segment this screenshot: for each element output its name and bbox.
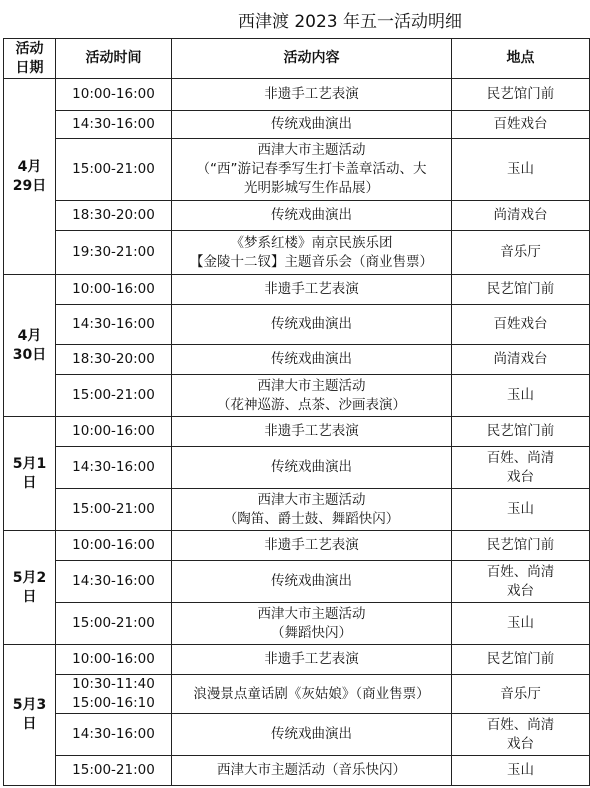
time-cell: 15:00-21:00 (56, 139, 172, 201)
content-cell: 传统戏曲演出 (172, 305, 452, 345)
date-cell: 5月3 日 (4, 645, 56, 786)
time-cell: 14:30-16:00 (56, 305, 172, 345)
place-cell: 百姓戏台 (452, 111, 590, 139)
content-cell: 《梦系红楼》南京民族乐团 【金陵十二钗】主题音乐会（商业售票） (172, 231, 452, 275)
table-row (4, 603, 590, 645)
schedule-table (3, 38, 590, 786)
table-row (4, 375, 590, 417)
place-cell: 玉山 (452, 603, 590, 645)
content-cell: 传统戏曲演出 (172, 447, 452, 489)
table-row (4, 531, 590, 561)
header-time: 活动时间 (56, 39, 172, 79)
table-row (4, 79, 590, 111)
time-cell: 15:00-21:00 (56, 375, 172, 417)
time-cell: 18:30-20:00 (56, 201, 172, 231)
place-cell: 百姓戏台 (452, 305, 590, 345)
place-cell: 玉山 (452, 139, 590, 201)
time-cell: 14:30-16:00 (56, 111, 172, 139)
table-row (4, 201, 590, 231)
table-row (4, 275, 590, 305)
time-cell: 14:30-16:00 (56, 714, 172, 756)
content-cell: 西津大市主题活动（音乐快闪） (172, 756, 452, 786)
content-cell: 非遗手工艺表演 (172, 417, 452, 447)
place-cell: 民艺馆门前 (452, 275, 590, 305)
content-cell: 非遗手工艺表演 (172, 645, 452, 675)
place-cell: 民艺馆门前 (452, 79, 590, 111)
table-row (4, 645, 590, 675)
table-row (4, 111, 590, 139)
content-cell: 传统戏曲演出 (172, 201, 452, 231)
time-cell: 19:30-21:00 (56, 231, 172, 275)
table-row (4, 447, 590, 489)
content-cell: 非遗手工艺表演 (172, 79, 452, 111)
table-row (4, 139, 590, 201)
table-row (4, 231, 590, 275)
content-cell: 传统戏曲演出 (172, 561, 452, 603)
content-cell: 非遗手工艺表演 (172, 531, 452, 561)
content-cell: 传统戏曲演出 (172, 111, 452, 139)
table-row (4, 714, 590, 756)
time-cell: 10:00-16:00 (56, 645, 172, 675)
table-row (4, 489, 590, 531)
place-cell: 百姓、尚清 戏台 (452, 561, 590, 603)
content-cell: 传统戏曲演出 (172, 714, 452, 756)
header-row (4, 39, 590, 79)
table-row (4, 561, 590, 603)
place-cell: 玉山 (452, 756, 590, 786)
date-cell: 4月 30日 (4, 275, 56, 417)
time-cell: 14:30-16:00 (56, 447, 172, 489)
place-cell: 玉山 (452, 489, 590, 531)
time-cell: 10:00-16:00 (56, 79, 172, 111)
time-cell: 15:00-21:00 (56, 489, 172, 531)
header-place: 地点 (452, 39, 590, 79)
table-row (4, 305, 590, 345)
table-row (4, 417, 590, 447)
place-cell: 民艺馆门前 (452, 531, 590, 561)
date-cell: 5月2 日 (4, 531, 56, 645)
time-cell: 15:00-21:00 (56, 756, 172, 786)
time-cell: 10:30-11:40 15:00-16:10 (56, 675, 172, 714)
time-cell: 14:30-16:00 (56, 561, 172, 603)
place-cell: 百姓、尚清 戏台 (452, 714, 590, 756)
place-cell: 尚清戏台 (452, 201, 590, 231)
place-cell: 百姓、尚清 戏台 (452, 447, 590, 489)
content-cell: 非遗手工艺表演 (172, 275, 452, 305)
content-cell: 西津大市主题活动 （花神巡游、点茶、沙画表演） (172, 375, 452, 417)
time-cell: 10:00-16:00 (56, 417, 172, 447)
time-cell: 10:00-16:00 (56, 275, 172, 305)
table-row (4, 345, 590, 375)
content-cell: 西津大市主题活动 （陶笛、爵士鼓、舞蹈快闪） (172, 489, 452, 531)
table-row (4, 756, 590, 786)
page-title (0, 8, 590, 36)
date-cell: 4月 29日 (4, 79, 56, 275)
time-cell: 15:00-21:00 (56, 603, 172, 645)
table-row (4, 675, 590, 714)
place-cell: 尚清戏台 (452, 345, 590, 375)
header-date: 活动 日期 (4, 39, 56, 79)
date-cell: 5月1 日 (4, 417, 56, 531)
place-cell: 民艺馆门前 (452, 645, 590, 675)
content-cell: 西津大市主题活动 （舞蹈快闪） (172, 603, 452, 645)
place-cell: 玉山 (452, 375, 590, 417)
place-cell: 音乐厅 (452, 675, 590, 714)
content-cell: 西津大市主题活动 （“西”游记春季写生打卡盖章活动、大 光明影城写生作品展） (172, 139, 452, 201)
time-cell: 10:00-16:00 (56, 531, 172, 561)
title-text: 西津渡 2023 年五一活动明细 (237, 12, 463, 32)
time-cell: 18:30-20:00 (56, 345, 172, 375)
place-cell: 民艺馆门前 (452, 417, 590, 447)
content-cell: 传统戏曲演出 (172, 345, 452, 375)
place-cell: 音乐厅 (452, 231, 590, 275)
content-cell: 浪漫景点童话剧《灰姑娘》（商业售票） (172, 675, 452, 714)
header-content: 活动内容 (172, 39, 452, 79)
